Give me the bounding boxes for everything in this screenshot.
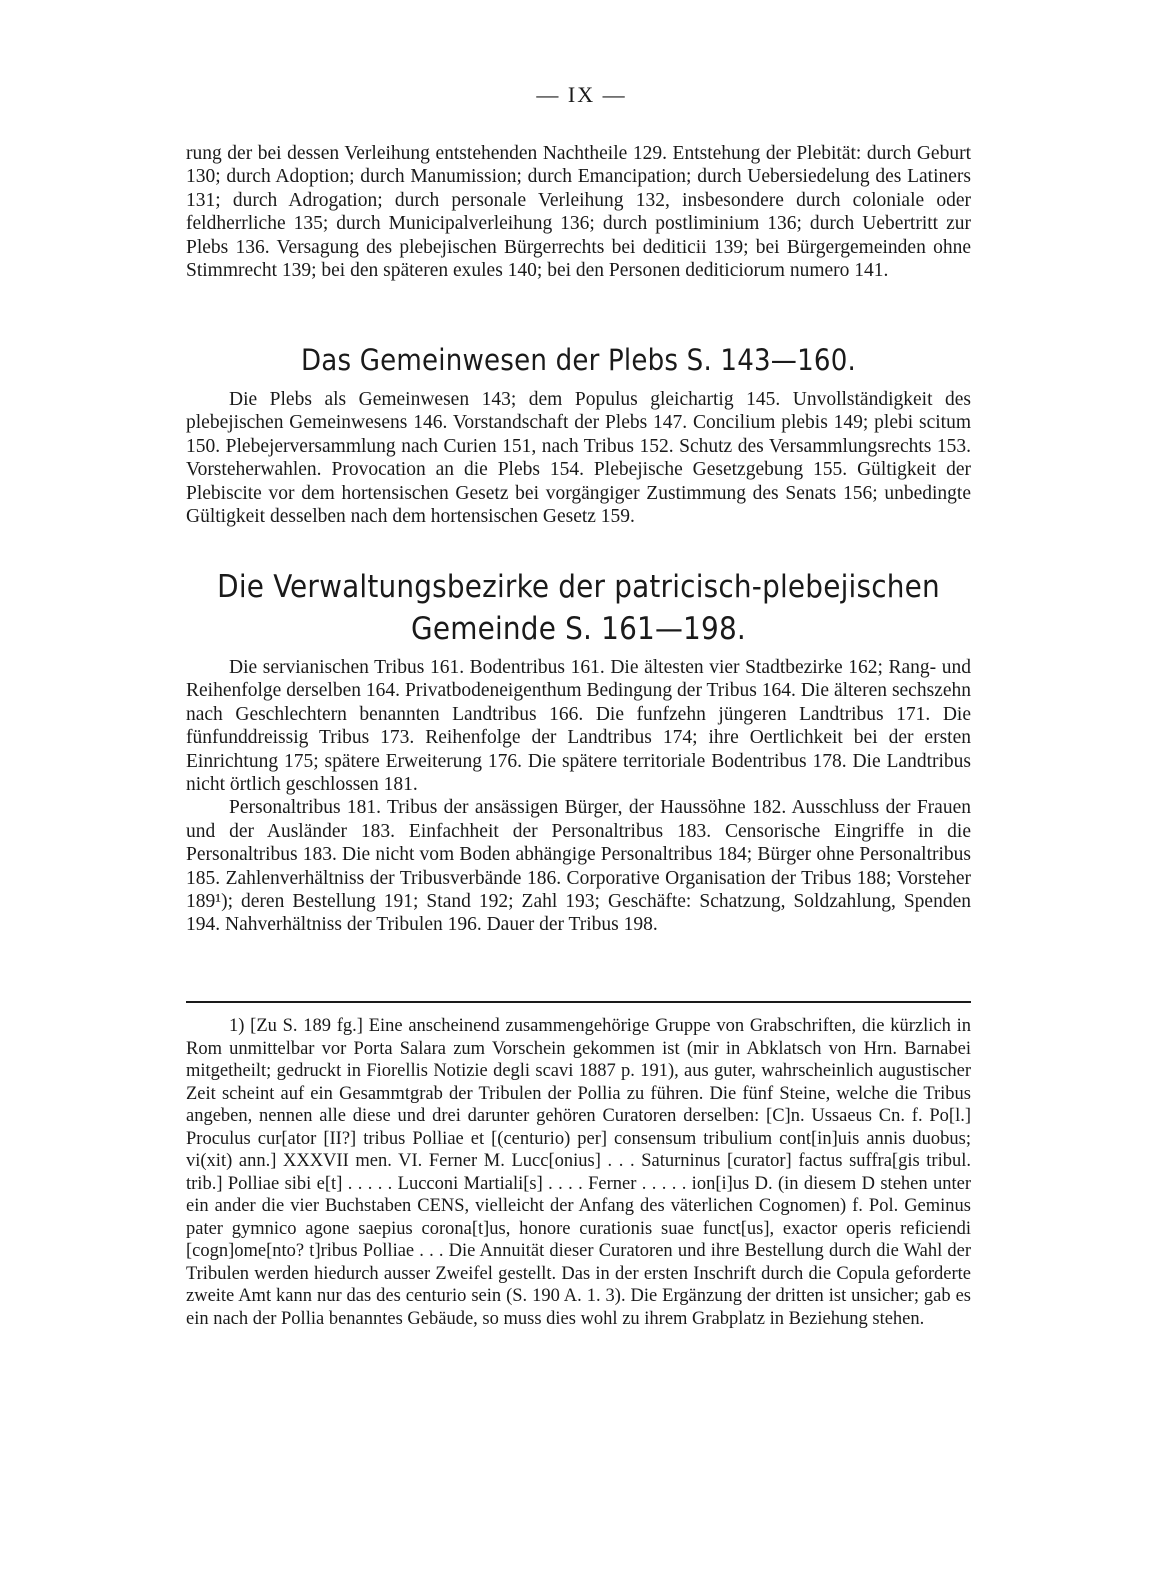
footnote-block — [186, 1015, 971, 1330]
section-heading-verwaltungsbezirke-line1: Die Verwaltungsbezirke der patricisch-plebejischen — [217, 569, 940, 605]
page-number: — IX — — [536, 82, 627, 107]
section-verwaltungsbezirke-block — [186, 656, 971, 937]
footnote-divider — [186, 1001, 971, 1003]
section-plebs-paragraph: Die Plebs als Gemeinwesen 143; dem Populus gleichartig 145. Unvollständigkeit des plebejischen Gemeinwesens 146. Vorstandschaft der Plebs 147. Concilium plebis 149; plebi scitum 150. Plebejerversammlung nach Curien 151, nach Tribus 152. Schutz des Versammlungsrechts 153. Vorsteherwahlen. Provocation an die Plebs 154. Plebejische Gesetzgebung 155. Gültigkeit der Plebiscite vor dem hortensischen Gesetz bei vorgängiger Zustimmung des Senats 156; unbedingte Gültigkeit desselben nach dem hortensischen Gesetz 159. — [186, 389, 971, 528]
intro-paragraph: rung der bei dessen Verleihung entstehenden Nachtheile 129. Entstehung der Plebität: durch Geburt 130; durch Adoption; durch Manumission; durch Emancipation; durch Uebersiedelung des Latiners 131; durch Adrogation; durch personale Verleihung 132, insbesondere durch coloniale oder feldherrliche 135; durch Municipalverleihung 136; durch postliminium 136; durch Uebertritt zur Plebs 136. Versagung des plebejischen Bürgerrechts bei dediticii 139; bei Bürgergemeinden ohne Stimmrecht 139; bei den späteren exules 140; bei den Personen dediticiorum numero 141. — [186, 143, 971, 282]
section-verwaltungsbezirke-paragraph-1: Die servianischen Tribus 161. Bodentribus 161. Die ältesten vier Stadtbezirke 162; Rang- und Reihenfolge derselben 164. Privatbodeneigenthum Bedingung der Tribus 164. Die älteren sechszehn nach Geschlechtern benannten Landtribus 166. Die funfzehn jüngeren Landtribus 171. Die fünfunddreissig Tribus 173. Reihenfolge der Landtribus 174; ihre Oertlichkeit bei der ersten Einrichtung 175; spätere Erweiterung 176. Die spätere territoriale Bodentribus 178. Die Landtribus nicht örtlich geschlossen 181. — [186, 657, 971, 796]
intro-block — [186, 142, 971, 282]
section-verwaltungsbezirke-paragraph-2: Personaltribus 181. Tribus der ansässigen Bürger, der Haussöhne 182. Ausschluss der Frauen und der Ausländer 183. Einfachheit der Personaltribus 183. Censorische Eingriffe in die Personaltribus 183. Die nicht vom Boden abhängige Personaltribus 184; Bürger ohne Personaltribus 185. Zahlenverhältniss der Tribusverbände 186. Corporative Organisation der Tribus 188; Vorsteher 189¹); deren Bestellung 191; Stand 192; Zahl 193; Geschäfte: Schatzung, Soldzahlung, Spenden 194. Nahverhältniss der Tribulen 196. Dauer der Tribus 198. — [186, 797, 971, 936]
section-heading-verwaltungsbezirke-line2: Gemeinde S. 161—198. — [411, 611, 746, 647]
footnote-paragraph: 1) [Zu S. 189 fg.] Eine anscheinend zusammengehörige Gruppe von Grabschriften, die kürzlich in Rom unmittelbar vor Porta Salara zum Vorschein gekommen ist (mir in Abklatsch von Hrn. Barnabei mitgetheilt; gedruckt in Fiorellis Notizie degli scavi 1887 p. 191), aus guter, wahrscheinlich augustischer Zeit scheint auf ein Gesammtgrab der Tribulen der Pollia zu führen. Die fünf Steine, welche die Tribus angeben, nennen alle diese und drei darunter gehören Curatoren derselben: [C]n. Ussaeus Cn. f. Po[l.] Proculus cur[ator [II?] tribus Polliae et [(centurio) per] consensum tribulium cont[in]uis annis duobus; vi(xit) ann.] XXXVII men. VI. Ferner M. Lucc[onius] . . . Saturninus [curator] factus suffra[gis tribul. trib.] Polliae sibi e[t] . . . . . Lucconi Martiali[s] . . . . Ferner . . . . . ion[i]us D. (in diesem D stehen unter ein ander die vier Buchstaben CENS, vielleicht der Anfang des väterlichen Cognomen) f. Pol. Geminus pater gymnico agone saepius corona[t]us, honore curationis suae funct[us], exactor operis reficiendi [cogn]ome[nto? t]ribus Polliae . . . Die Annuität dieser Curatoren und ihre Bestellung durch die Wahl der Tribulen werden hiedurch ausser Zweifel gestellt. Das in der ersten Inschrift durch die Copula geforderte zweite Amt kann nur das des centurio sein (S. 190 A. 1. 3). Die Ergänzung der dritten ist unsicher; gab es ein nach der Pollia benanntes Gebäude, so muss dies wohl zu ihrem Grabplatz in Beziehung stehen. — [186, 1016, 971, 1329]
section-heading-plebs: Das Gemeinwesen der Plebs S. 143—160. — [301, 343, 856, 377]
section-plebs-block — [186, 388, 971, 528]
